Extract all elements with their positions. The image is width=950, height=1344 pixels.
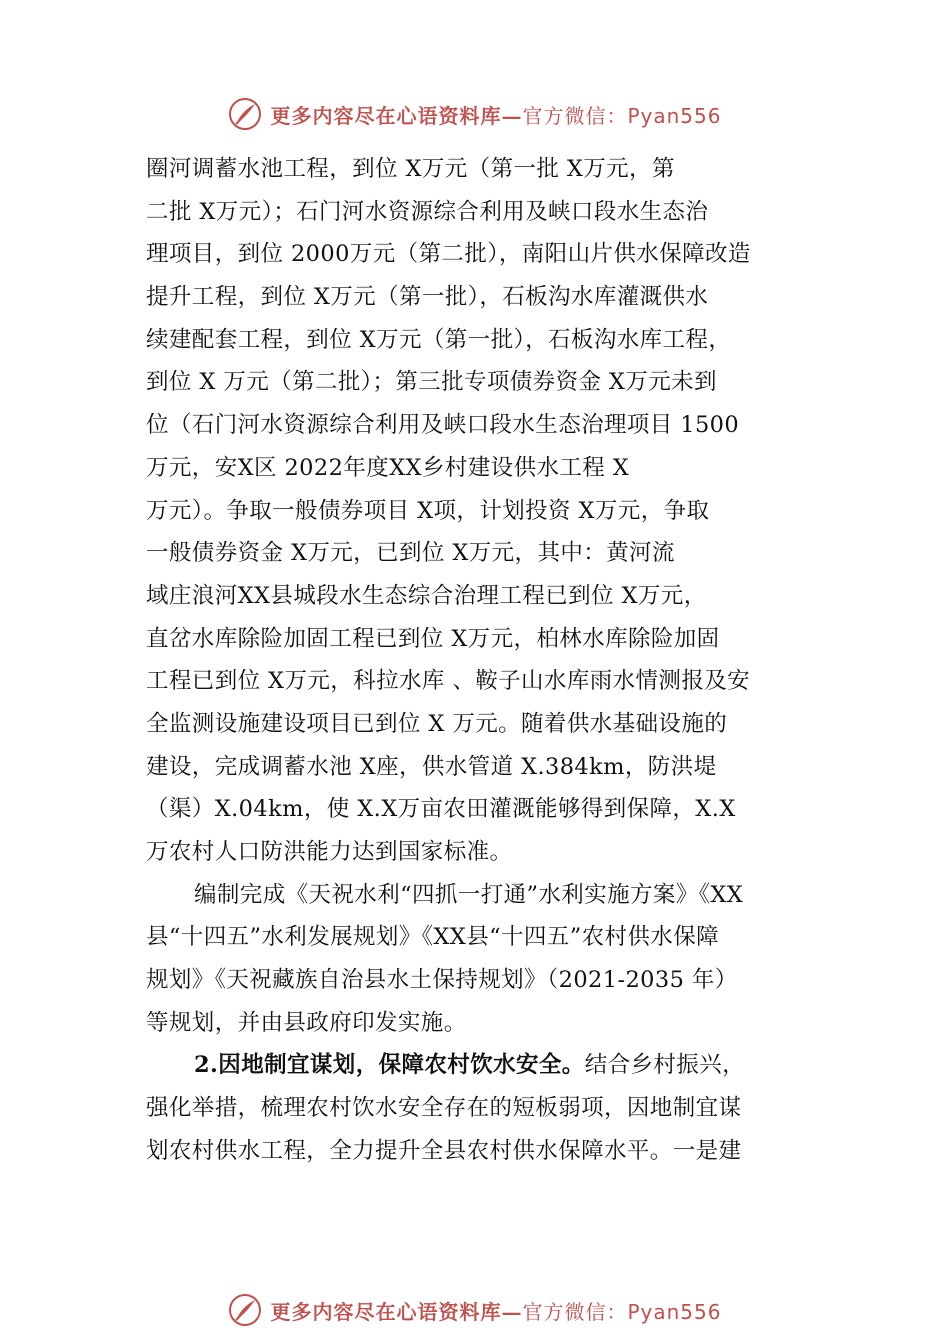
text-line: 划农村供水工程，全力提升全县农村供水保障水平。一是建 [146, 1137, 742, 1164]
text-line: 续建配套工程，到位 X万元（第一批），石板沟水库工程， [146, 326, 732, 353]
text-line: 二批 X万元）；石门河水资源综合利用及峡口段水生态治 [146, 198, 709, 225]
text-line: 位（石门河水资源综合利用及峡口段水生态治理项目 1500 [146, 412, 740, 439]
text-line: 直岔水库除险加固工程已到位 X万元，柏林水库除险加固 [146, 625, 720, 652]
text-line: 建设，完成调蓄水池 X座，供水管道 X.384km，防洪堤 [146, 753, 717, 780]
text-line: 一般债券资金 X万元，已到位 X万元，其中：黄河流 [146, 540, 675, 567]
section-text: 结合乡村振兴， [584, 1052, 746, 1079]
text-line: 到位 X 万元（第二批）；第三批专项债券资金 X万元未到 [146, 369, 717, 396]
text-line: 全监测设施建设项目已到位 X 万元。随着供水基础设施的 [146, 710, 728, 737]
footer-watermark-banner [0, 1288, 950, 1332]
text-line: 万元，安X区 2022年度XX乡村建设供水工程 X [146, 454, 630, 481]
text-line: 理项目，到位 2000万元（第二批），南阳山片供水保障改造 [146, 241, 751, 268]
text-line: 县“十四五”水利发展规划》《XX县“十四五”农村供水保障 [146, 924, 719, 951]
text-line: 提升工程，到位 X万元（第一批），石板沟水库灌溉供水 [146, 284, 709, 311]
document-body [146, 148, 826, 1173]
text-line: 强化举措，梳理农村饮水安全存在的短板弱项，因地制宜谋 [146, 1095, 742, 1122]
text-line: 编制完成《天祝水利“四抓一打通”水利实施方案》《XX [194, 881, 744, 908]
text-line: 万元）。争取一般债券项目 X项，计划投资 X万元，争取 [146, 497, 710, 524]
text-line: 规划》《天祝藏族自治县水土保持规划》（2021-2035 年） [146, 967, 738, 994]
text-line: 万农村人口防洪能力达到国家标准。 [146, 839, 513, 865]
quill-logo-icon [228, 1293, 262, 1327]
text-line: 等规划，并由县政府印发实施。 [146, 1009, 467, 1036]
header-banner-text: 更多内容尽在心语资料库—官方微信：Pyan556 [270, 103, 722, 128]
section-heading: 2.因地制宜谋划，保障农村饮水安全。 [194, 1052, 585, 1079]
text-line: （渠）X.04km，使 X.X万亩农田灌溉能够得到保障，X.X [146, 796, 736, 823]
text-line: 域庄浪河XX县城段水生态综合治理工程已到位 X万元， [146, 582, 707, 609]
section-heading-line [146, 1044, 826, 1087]
footer-banner-text: 更多内容尽在心语资料库—官方微信：Pyan556 [270, 1299, 722, 1324]
text-line: 圈河调蓄水池工程，到位 X万元（第一批 X万元，第 [146, 156, 675, 182]
text-line: 工程已到位 X万元，科拉水库 、鞍子山水库雨水情测报及安 [146, 668, 751, 695]
header-watermark-banner [0, 92, 950, 136]
quill-logo-icon [228, 97, 262, 131]
